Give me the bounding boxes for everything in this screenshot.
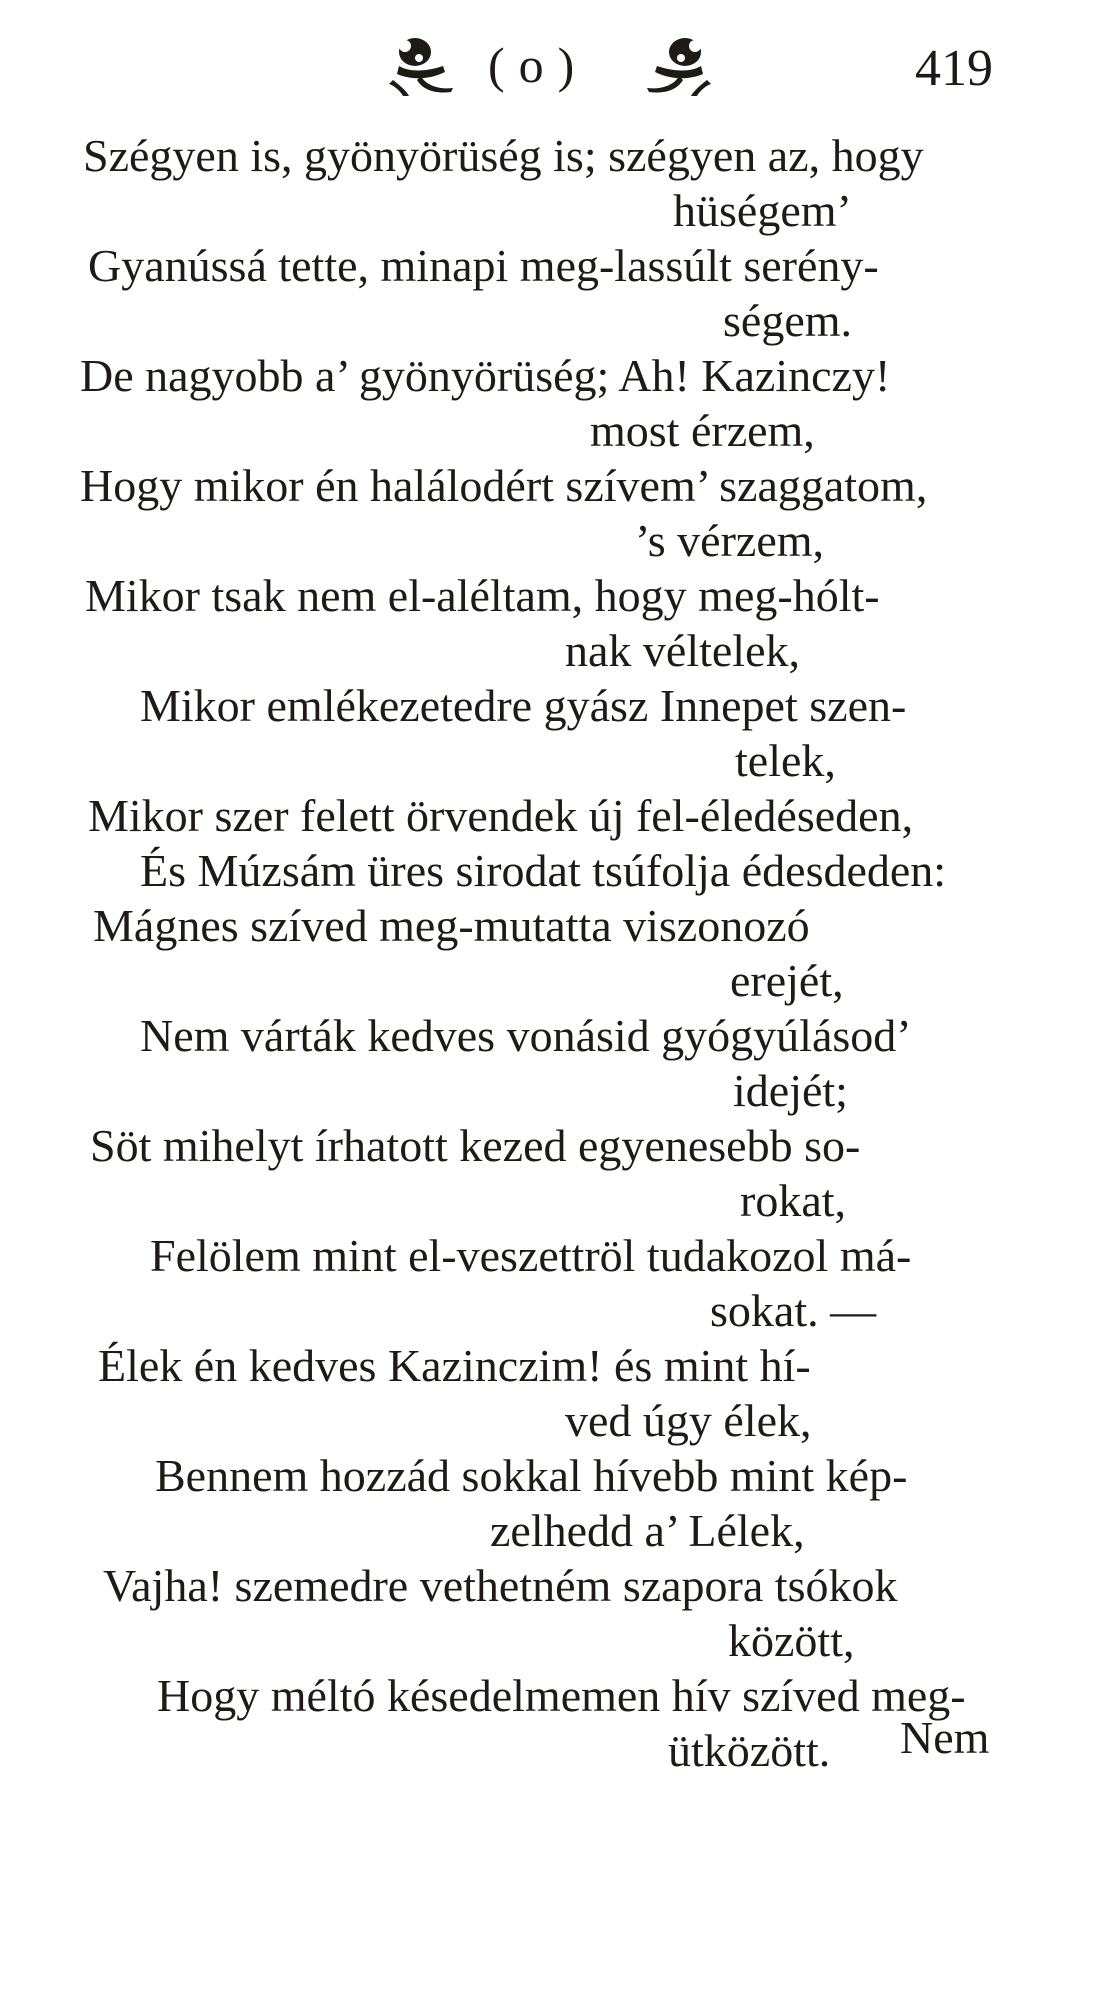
poem-line: [0, 733, 1105, 788]
line-text: Felölem mint el-veszettröl tudakozol má-: [150, 1230, 912, 1281]
page-marker: (o): [488, 37, 589, 93]
line-text: Hogy méltó késedelmemen hív szíved meg-: [157, 1670, 966, 1721]
line-text: nak véltelek,: [565, 625, 801, 676]
line-text: Söt mihelyt írhatott kezed egyenesebb so-: [90, 1120, 861, 1171]
line-text: Nem várták kedves vonásid gyógyúlásod’: [140, 1010, 912, 1061]
line-text: Hogy mikor én halálodért szívem’ szaggatom,: [80, 460, 928, 511]
line-text: De nagyobb a’ gyönyörüség; Ah! Kazinczy!: [80, 350, 891, 401]
page-header: [0, 22, 1105, 112]
poem-line: [0, 183, 1105, 238]
poem-line: [0, 1448, 1105, 1503]
poem-line: [0, 128, 1105, 183]
line-text: hüségem’: [673, 185, 852, 236]
line-text: erejét,: [730, 955, 844, 1006]
line-text: És Múzsám üres sirodat tsúfolja édesdeden:: [140, 845, 947, 896]
poem-line: [0, 843, 1105, 898]
poem-line: [0, 293, 1105, 348]
line-text: Mikor szer felett örvendek új fel-éledéseden,: [88, 790, 914, 841]
line-text: között,: [728, 1615, 855, 1666]
poem-line: [0, 1503, 1105, 1558]
poem-line: [0, 568, 1105, 623]
line-text: Szégyen is, gyönyörüség is; szégyen az, hogy: [83, 130, 924, 181]
poem-line: [0, 1613, 1105, 1668]
poem-line: [0, 1008, 1105, 1063]
line-text: rokat,: [740, 1175, 847, 1226]
line-text: most érzem,: [590, 405, 815, 456]
page-number: 419: [915, 40, 993, 97]
poem-line: [0, 238, 1105, 293]
poem-line: [0, 953, 1105, 1008]
poem-line: [0, 1118, 1105, 1173]
poem-line: [0, 1228, 1105, 1283]
poem-line: [0, 623, 1105, 678]
poem-line: [0, 348, 1105, 403]
poem-line: [0, 898, 1105, 953]
poem-line: [0, 513, 1105, 568]
line-text: Élek én kedves Kazinczim! és mint hí-: [98, 1340, 811, 1391]
poem-line: [0, 678, 1105, 733]
poem-line: [0, 1063, 1105, 1118]
line-text: ’s vérzem,: [635, 515, 825, 566]
poem-line: [0, 403, 1105, 458]
line-text: ségem.: [723, 295, 853, 346]
line-text: ütközött.: [668, 1725, 831, 1776]
line-text: Mágnes szíved meg-mutatta viszonozó: [93, 900, 810, 951]
line-text: telek,: [735, 735, 836, 786]
poem-line: [0, 1393, 1105, 1448]
poem-line: [0, 458, 1105, 513]
line-text: Bennem hozzád sokkal hívebb mint kép-: [155, 1450, 908, 1501]
line-text: Mikor tsak nem el-aléltam, hogy meg-hólt-: [85, 570, 880, 621]
catchword: Nem: [900, 1712, 990, 1763]
line-text: idejét;: [733, 1065, 848, 1116]
poem-line: [0, 1283, 1105, 1338]
line-text: sokat. —: [710, 1285, 877, 1336]
fleuron-left-icon: [385, 32, 457, 96]
poem-line: [0, 788, 1105, 843]
line-text: ved úgy élek,: [565, 1395, 812, 1446]
poem-line: [0, 1173, 1105, 1228]
line-text: Gyanússá tette, minapi meg-lassúlt serény-: [88, 240, 879, 291]
poem-line: [0, 1558, 1105, 1613]
poem-line: [0, 1338, 1105, 1393]
fleuron-right-icon: [643, 32, 715, 96]
line-text: Vajha! szemedre vethetném szapora tsókok: [103, 1560, 898, 1611]
line-text: Mikor emlékezetedre gyász Innepet szen-: [140, 680, 907, 731]
line-text: zelhedd a’ Lélek,: [490, 1505, 805, 1556]
poem-body: [0, 128, 1105, 1778]
